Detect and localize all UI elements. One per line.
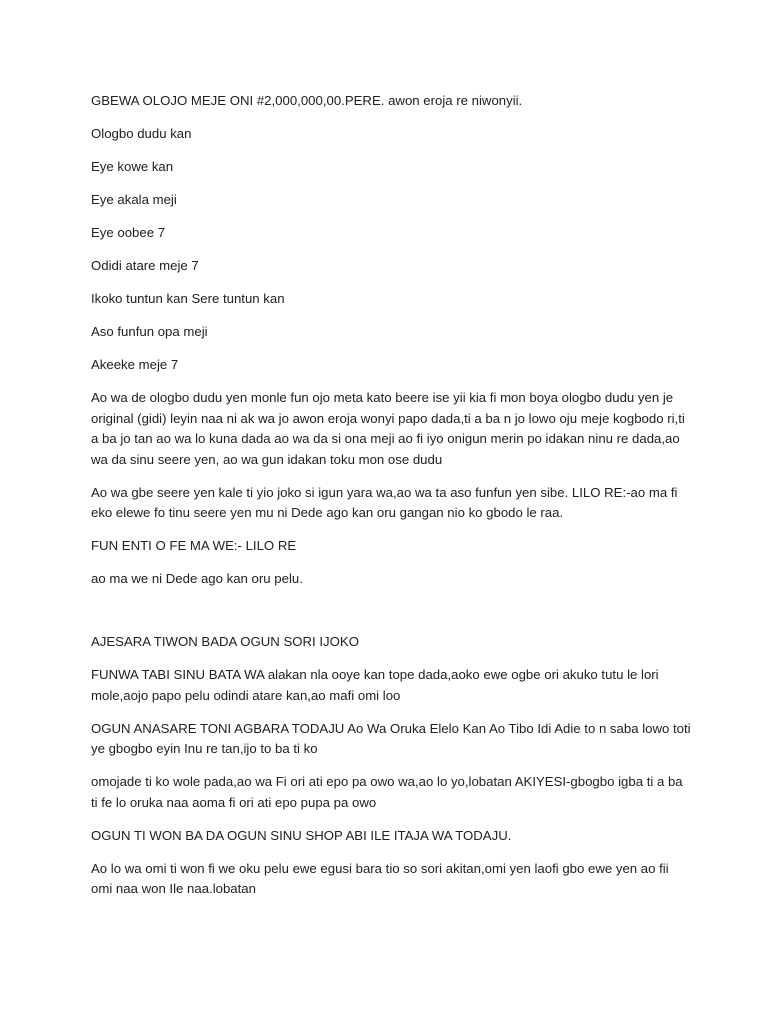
body-paragraph: Ao wa de ologbo dudu yen monle fun ojo meta kato beere ise yii kia fi mon boya ologbo dudu yen je original (gidi) leyin naa ni ak wa jo awon eroja wonyi papo dada,ti a ba n jo lowo oju meje kogbodo ri,ti a ba jo tan ao wa lo kuna dada ao wa da si ona meji ao fi iyo onigun merin po idakan ninu re dada,ao wa da sinu seere yen, ao wa gun idakan toku mon ose dudu [91,390,685,467]
body-paragraph: Ao wa gbe seere yen kale ti yio joko si igun yara wa,ao wa ta aso funfun yen sibe. LILO RE:-ao ma fi eko elewe fo tinu seere yen mu ni Dede ago kan oru gangan nio ko gbodo le raa. [91,484,678,520]
ingredient-item: Ikoko tuntun kan Sere tuntun kan [91,291,285,306]
section-heading: OGUN TI WON BA DA OGUN SINU SHOP ABI ILE ITAJA WA TODAJU. [91,827,512,843]
ingredient-item: Aso funfun opa meji [91,324,208,339]
ingredient-item: Odidi atare meje 7 [91,258,199,273]
body-paragraph: ao ma we ni Dede ago kan oru pelu. [91,571,303,586]
document-page [91,91,691,912]
ingredient-item: Ologbo dudu kan [91,126,192,141]
section-heading: FUN ENTI O FE MA WE:- LILO RE [91,538,297,553]
body-paragraph: FUNWA TABI SINU BATA WA alakan nla ooye kan tope dada,aoko ewe ogbe ori akuko tutu le lori mole,aojo papo pelu odindi atare kan,ao mafi omi loo [91,667,659,703]
document-title-line: GBEWA OLOJO MEJE ONI #2,000,000,00.PERE. awon eroja re niwonyii. [91,93,523,108]
body-paragraph: OGUN ANASARE TONI AGBARA TODAJU Ao Wa Oruka Elelo Kan Ao Tibo Idi Adie to n saba lowo toti ye gbogbo eyin Inu re tan,ijo to ba ti ko [91,720,691,756]
ingredient-item: Eye kowe kan [91,159,174,174]
ingredient-item: Akeeke meje 7 [91,357,179,372]
section-heading: AJESARA TIWON BADA OGUN SORI IJOKO [91,634,359,649]
body-paragraph: omojade ti ko wole pada,ao wa Fi ori ati epo pa owo wa,ao lo yo,lobatan AKIYESI-gbogbo igba ti a ba ti fe lo oruka naa aoma fi ori ati epo pupa pa owo [91,774,683,810]
ingredient-item: Eye oobee 7 [91,225,166,240]
ingredient-item: Eye akala meji [91,192,177,207]
blank-gap [91,602,691,632]
body-paragraph: Ao lo wa omi ti won fi we oku pelu ewe egusi bara tio so sori akitan,omi yen laofi gbo ewe yen ao fii omi naa won Ile naa.lobatan [91,860,669,896]
